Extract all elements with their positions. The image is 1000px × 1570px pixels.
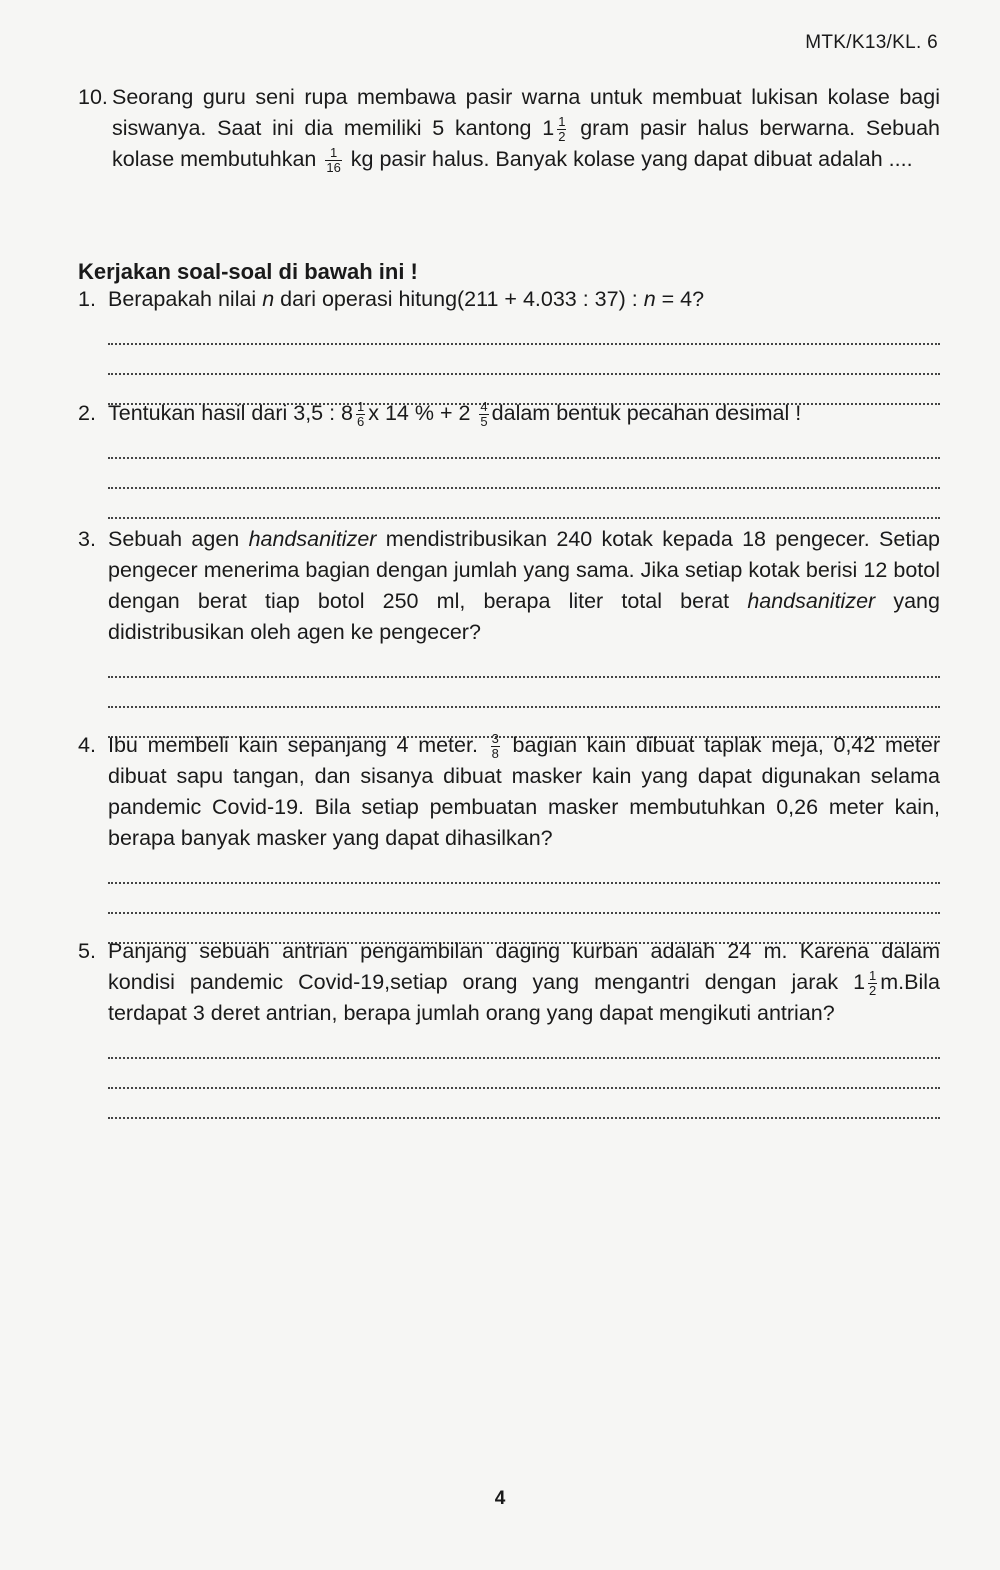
fraction: $\frac{4}{5}$	[480, 398, 488, 429]
question-text: Ibu membeli kain sepanjang 4 meter. $\frac{3}{8}$ bagian kain dibuat taplak meja, 0,42 meter dibuat sapu tangan, dan sisanya dibuat masker kain yang dapat digunakan selama pandemic Covid-19. Bila setiap pembuatan masker membutuhkan 0,26 meter kain, berapa banyak masker yang dapat dihasilkan?	[108, 730, 940, 850]
fraction: $\frac{1}{16}$	[326, 144, 341, 175]
question-text: Sebuah agen handsanitizer mendistribusikan 240 kotak kepada 18 pengecer. Setiap pengecer menerima bagian dengan jumlah yang sama. Jika setiap kotak berisi 12 botol dengan berat tiap botol 250 ml, berapa liter total berat handsanitizer yang didistribusikan oleh agen ke pengecer?	[108, 527, 940, 644]
question-number: 1.	[78, 287, 96, 311]
answer-line[interactable]	[108, 884, 940, 914]
question-number: 3.	[78, 527, 96, 551]
essay-question-3	[78, 524, 940, 738]
answer-line[interactable]	[108, 648, 940, 678]
document-code: MTK/K13/KL. 6	[805, 32, 938, 53]
answer-line[interactable]	[108, 1029, 940, 1059]
answer-line[interactable]	[108, 459, 940, 489]
fraction: $\frac{3}{8}$	[491, 730, 499, 761]
question-10	[78, 82, 940, 175]
answer-line[interactable]	[108, 489, 940, 519]
answer-line[interactable]	[108, 678, 940, 708]
essay-question-2	[78, 398, 940, 519]
essay-question-1	[78, 284, 940, 405]
fraction: $\frac{1}{2}$	[869, 967, 877, 998]
question-number: 5.	[78, 939, 96, 963]
answer-line[interactable]	[108, 1059, 940, 1089]
question-text: Seorang guru seni rupa membawa pasir warna untuk membuat lukisan kolase bagi siswanya. Saat ini dia memiliki 5 kantong 1 $\frac{1}{2}$ gram pasir halus berwarna. Sebuah kolase membutuhkan $\frac{1}{16}$ kg pasir halus. Banyak kolase yang dapat dibuat adalah ....	[112, 85, 940, 175]
question-text: Tentukan hasil dari 3,5 : 8 $\frac{1}{6}$ x 14 % + 2 $\frac{4}{5}$ dalam bentuk pecahan desimal !	[108, 398, 802, 429]
page-number: 4	[494, 1488, 506, 1509]
answer-line[interactable]	[108, 345, 940, 375]
answer-line[interactable]	[108, 315, 940, 345]
answer-line[interactable]	[108, 1089, 940, 1119]
question-number: 2.	[78, 401, 96, 425]
essay-question-5	[78, 936, 940, 1119]
essay-question-4	[78, 730, 940, 944]
section-heading: Kerjakan soal-soal di bawah ini !	[78, 259, 418, 284]
fraction: $\frac{1}{6}$	[357, 398, 365, 429]
question-number: 4.	[78, 733, 96, 757]
question-number: 10.	[78, 85, 108, 109]
question-text: Panjang sebuah antrian pengambilan daging kurban adalah 24 m. Karena dalam kondisi pandemic Covid-19,setiap orang yang mengantri dengan jarak 1 $\frac{1}{2}$ m.Bila terdapat 3 deret antrian, berapa jumlah orang yang dapat mengikuti antrian?	[108, 939, 940, 1025]
answer-line[interactable]	[108, 429, 940, 459]
fraction: $\frac{1}{2}$	[558, 113, 566, 144]
answer-line[interactable]	[108, 854, 940, 884]
question-text: Berapakah nilai n dari operasi hitung(211 + 4.033 : 37) : n = 4?	[108, 287, 705, 311]
